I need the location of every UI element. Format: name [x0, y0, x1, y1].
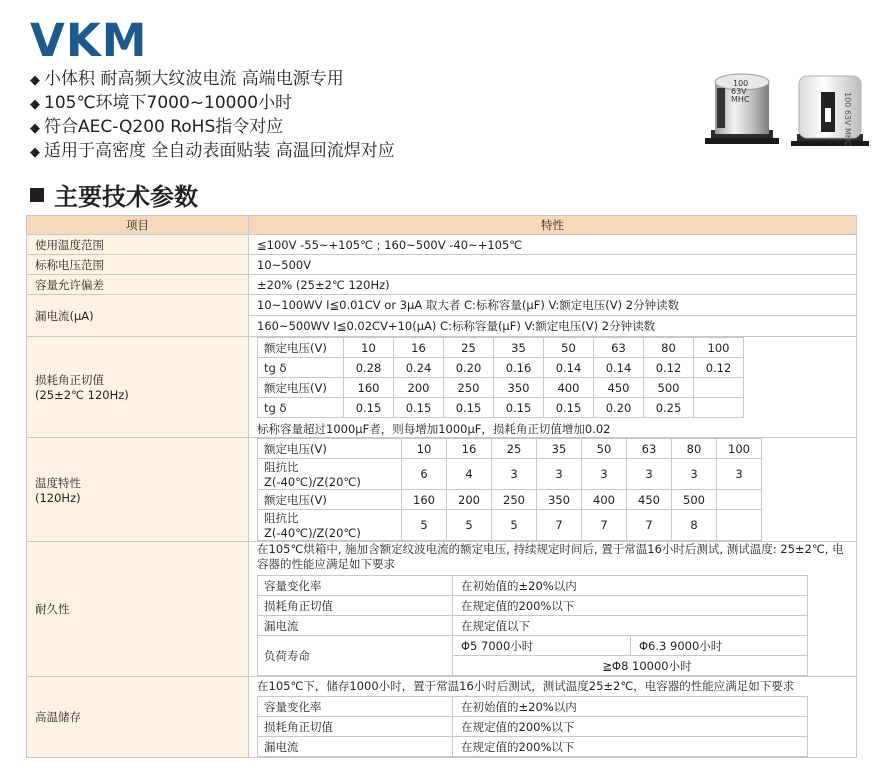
subtable-cell: 0.12: [694, 358, 744, 378]
row-label: 损耗角正切值: [35, 373, 104, 387]
dissipation-subtable: [257, 337, 744, 418]
subtable-cell: 在规定值以下: [453, 616, 808, 636]
subtable-row-head: 损耗角正切值: [258, 717, 453, 737]
feature-item: ◆ 105℃环境下7000~10000小时: [30, 93, 293, 113]
subtable-cell: 16: [447, 439, 492, 459]
subtable-cell: 0.25: [644, 398, 694, 418]
table-row: [258, 717, 808, 737]
subtable-cell: [717, 510, 762, 541]
subtable-cell: 0.15: [494, 398, 544, 418]
life-value-b: Φ6.3 9000小时: [631, 636, 808, 656]
row-label: 温度特性: [35, 475, 81, 490]
table-row: [258, 459, 762, 490]
capacitor-product-image: [705, 68, 870, 160]
subtable-cell: 3: [492, 459, 537, 490]
temp-char-subtable: [257, 438, 762, 541]
subtable-row-head: 容量变化率: [258, 697, 453, 717]
diamond-bullet-icon: ◆: [30, 121, 40, 136]
subtable-cell: 250: [492, 490, 537, 510]
row-label: 高温储存: [27, 677, 249, 758]
subtable-cell: 250: [444, 378, 494, 398]
diamond-bullet-icon: ◆: [30, 97, 40, 112]
header-feature: 特性: [249, 216, 857, 235]
life-value-c: ≧Φ8 10000小时: [453, 656, 808, 676]
subtable-cell: 100: [694, 338, 744, 358]
row-label-sub: (120Hz): [35, 490, 81, 505]
subtable-cell: 0.12: [644, 358, 694, 378]
brand-title: VKM: [30, 14, 148, 67]
row-label: 耐久性: [27, 542, 249, 677]
subtable-cell: 在规定值的200%以下: [453, 596, 808, 616]
subtable-cell: 200: [394, 378, 444, 398]
subtable-cell: [694, 398, 744, 418]
subtable-cell: 3: [717, 459, 762, 490]
subtable-cell: 63: [627, 439, 672, 459]
row-value: ±20% (25±2℃ 120Hz): [249, 275, 857, 295]
subtable-cell: 50: [544, 338, 594, 358]
subtable-cell: 在规定值的200%以下: [453, 717, 808, 737]
subtable-row-head: 阻抗比Z(-40℃)/Z(20℃): [258, 459, 402, 490]
subtable-cell: 5: [492, 510, 537, 541]
svg-text:100: 100: [733, 79, 749, 88]
subtable-cell: 160: [402, 490, 447, 510]
subtable-cell: 100: [717, 439, 762, 459]
subtable-cell: 在规定值的200%以下: [453, 737, 808, 757]
table-row: [258, 596, 808, 616]
row-value: 10~500V: [249, 255, 857, 275]
table-row: [258, 358, 744, 378]
subtable-cell: 0.15: [444, 398, 494, 418]
subtable-cell: 350: [537, 490, 582, 510]
table-row: [258, 338, 744, 358]
svg-text:100 63V MHC: 100 63V MHC: [843, 92, 852, 147]
table-row: [258, 378, 744, 398]
table-row: [27, 542, 857, 677]
subtable-cell: 7: [537, 510, 582, 541]
svg-text:MHC: MHC: [731, 95, 750, 104]
subtable-row-head: tg δ: [258, 398, 344, 418]
subtable-cell: 3: [627, 459, 672, 490]
table-row: [258, 398, 744, 418]
row-label: 标称电压范围: [27, 255, 249, 275]
table-row: [27, 295, 857, 337]
leakage-line-2: 160~500WV I≦0.02CV+10(μA) C:标称容量(μF) V:额定电压(V) 2分钟读数: [257, 319, 656, 333]
subtable-row-head: 漏电流: [258, 616, 453, 636]
subtable-cell: 0.14: [594, 358, 644, 378]
subtable-row-head: 阻抗比Z(-40℃)/Z(20℃): [258, 510, 402, 541]
subtable-cell: 350: [494, 378, 544, 398]
leakage-line-1: 10~100WV I≦0.01CV or 3μA 取大者 C:标称容量(μF) V:额定电压(V) 2分钟读数: [249, 295, 856, 316]
subtable-cell: 6: [402, 459, 447, 490]
section-title: 主要技术参数: [30, 182, 198, 212]
table-row: [258, 616, 808, 636]
subtable-cell: 在初始值的±20%以内: [453, 576, 808, 596]
subtable-cell: 0.16: [494, 358, 544, 378]
table-row: [258, 636, 808, 656]
subtable-cell: [717, 490, 762, 510]
subtable-cell: 0.15: [394, 398, 444, 418]
subtable-cell: 80: [644, 338, 694, 358]
row-value: ≦100V -55~+105℃ ; 160~500V -40~+105℃: [249, 235, 857, 255]
subtable-row-head: tg δ: [258, 358, 344, 378]
endurance-subtable: [257, 575, 808, 676]
subtable-cell: 500: [644, 378, 694, 398]
subtable-cell: 10: [402, 439, 447, 459]
subtable-cell: 0.14: [544, 358, 594, 378]
row-label: 漏电流(μA): [27, 295, 249, 337]
subtable-cell: 0.20: [594, 398, 644, 418]
subtable-cell: 50: [582, 439, 627, 459]
diamond-bullet-icon: ◆: [30, 145, 40, 160]
life-head: 负荷寿命: [258, 636, 453, 676]
subtable-cell: 5: [447, 510, 492, 541]
row-label-sub: (25±2℃ 120Hz): [35, 388, 129, 402]
table-row: [27, 677, 857, 758]
subtable-row-head: 漏电流: [258, 737, 453, 757]
subtable-cell: 0.24: [394, 358, 444, 378]
table-row: [27, 275, 857, 295]
subtable-cell: 450: [627, 490, 672, 510]
table-header-row: [27, 216, 857, 235]
table-row: [258, 490, 762, 510]
subtable-row-head: 额定电压(V): [258, 338, 344, 358]
subtable-row-head: 容量变化率: [258, 576, 453, 596]
subtable-cell: [694, 378, 744, 398]
spec-table: [26, 215, 857, 758]
table-row: [27, 255, 857, 275]
subtable-cell: 25: [444, 338, 494, 358]
table-row: [27, 337, 857, 438]
subtable-cell: 63: [594, 338, 644, 358]
subtable-cell: 160: [344, 378, 394, 398]
subtable-cell: 400: [582, 490, 627, 510]
feature-item: ◆ 适用于高密度 全自动表面贴装 高温回流焊对应: [30, 141, 395, 161]
feature-list: [30, 68, 395, 164]
table-row: [258, 576, 808, 596]
subtable-cell: 7: [627, 510, 672, 541]
subtable-row-head: 损耗角正切值: [258, 596, 453, 616]
table-row: [27, 438, 857, 542]
subtable-cell: 500: [672, 490, 717, 510]
subtable-row-head: 额定电压(V): [258, 378, 344, 398]
table-row: [258, 737, 808, 757]
subtable-cell: 0.15: [544, 398, 594, 418]
subtable-cell: 400: [544, 378, 594, 398]
row-label: 容量允许偏差: [27, 275, 249, 295]
subtable-cell: 80: [672, 439, 717, 459]
storage-desc: 在105℃下，储存1000小时，置于常温16小时后测试，测试温度25±2℃，电容器的性能应满足如下要求: [257, 679, 795, 693]
subtable-row-head: 额定电压(V): [258, 439, 402, 459]
subtable-cell: 16: [394, 338, 444, 358]
subtable-cell: 3: [672, 459, 717, 490]
row-label: 使用温度范围: [27, 235, 249, 255]
header-item: 项目: [27, 216, 249, 235]
subtable-cell: 7: [582, 510, 627, 541]
subtable-cell: 0.15: [344, 398, 394, 418]
subtable-cell: 在初始值的±20%以内: [453, 697, 808, 717]
table-row: [258, 510, 762, 541]
subtable-cell: 35: [537, 439, 582, 459]
table-row: [258, 439, 762, 459]
subtable-cell: 25: [492, 439, 537, 459]
feature-item: ◆ 符合AEC-Q200 RoHS指令对应: [30, 117, 284, 137]
subtable-cell: 0.28: [344, 358, 394, 378]
feature-item: ◆ 小体积 耐高频大纹波电流 高端电源专用: [30, 69, 344, 89]
svg-text:63V: 63V: [731, 87, 747, 96]
table-row: [27, 235, 857, 255]
storage-subtable: [257, 696, 808, 757]
life-value-a: Φ5 7000小时: [453, 636, 631, 656]
subtable-cell: 8: [672, 510, 717, 541]
subtable-cell: 3: [582, 459, 627, 490]
endurance-desc: 在105℃烘箱中, 施加含额定纹波电流的额定电压, 持续规定时间后, 置于常温16小时后测试, 测试温度: 25±2℃, 电容器的性能应满足如下要求: [257, 542, 844, 571]
table-row: [258, 697, 808, 717]
subtable-row-head: 额定电压(V): [258, 490, 402, 510]
subtable-cell: 0.20: [444, 358, 494, 378]
subtable-cell: 4: [447, 459, 492, 490]
square-bullet-icon: [30, 188, 44, 202]
subtable-cell: 200: [447, 490, 492, 510]
dissipation-note: 标称容量超过1000μF者，则每增加1000μF，损耗角正切值增加0.02: [257, 422, 611, 436]
diamond-bullet-icon: ◆: [30, 73, 40, 88]
subtable-cell: 35: [494, 338, 544, 358]
subtable-cell: 450: [594, 378, 644, 398]
subtable-cell: 10: [344, 338, 394, 358]
subtable-cell: 3: [537, 459, 582, 490]
subtable-cell: 5: [402, 510, 447, 541]
